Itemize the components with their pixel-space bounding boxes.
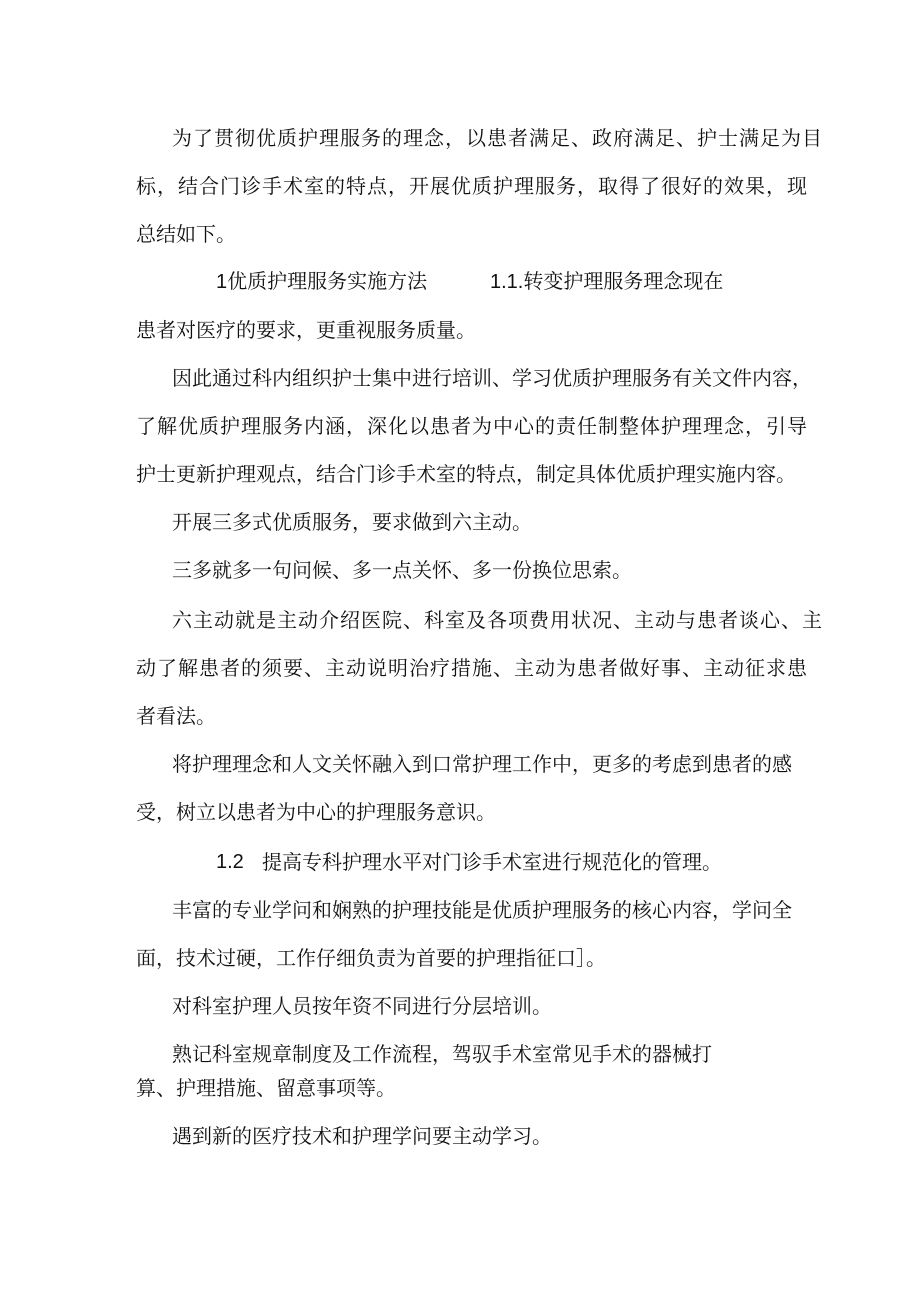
paragraph-2: 患者对医疗的要求，更重视服务质量。 (136, 318, 476, 342)
paragraph-8-line-1: 丰富的专业学问和娴熟的护理技能是优质护理服务的核心内容，学问全 (172, 898, 792, 922)
paragraph-6-line-2: 动了解患者的须要、主动说明治疗措施、主动为患者做好事、主动征求患 (136, 656, 808, 680)
subsection-heading-1-2-number: 1.2 (216, 851, 244, 873)
paragraph-6-line-3: 者看法。 (136, 704, 216, 728)
paragraph-7-line-2: 受，树立以患者为中心的护理服务意识。 (136, 800, 496, 824)
paragraph-10-line-1: 熟记科室规章制度及工作流程，驾驭手术室常见手术的器械打 (172, 1042, 712, 1066)
paragraph-7-line-1: 将护理理念和人文关怀融入到口常护理工作中，更多的考虑到患者的感 (172, 752, 792, 776)
paragraph-3-line-2: 了解优质护理服务内涵，深化以患者为中心的责任制整体护理理念，引导 (136, 414, 808, 438)
paragraph-3-line-1: 因此通过科内组织护士集中进行培训、学习优质护理服务有关文件内容， (172, 366, 812, 390)
paragraph-9: 对科室护理人员按年资不同进行分层培训。 (172, 994, 552, 1018)
paragraph-1-line-2: 标，结合门诊手术室的特点，开展优质护理服务，取得了很好的效果，现 (136, 174, 808, 198)
paragraph-10-line-2: 算、护理措施、留意事项等。 (136, 1076, 396, 1100)
paragraph-1-line-1: 为了贯彻优质护理服务的理念，以患者满足、政府满足、护士满足为目 (172, 126, 823, 150)
section-heading-1: 1优质护理服务实施方法 (216, 271, 428, 293)
paragraph-4: 开展三多式优质服务，要求做到六主动。 (172, 510, 532, 534)
paragraph-3-line-3: 护士更新护理观点，结合门诊手术室的特点，制定具体优质护理实施内容。 (136, 462, 796, 486)
paragraph-1-line-3: 总结如下。 (136, 222, 236, 246)
paragraph-5: 三多就多一句问候、多一点关怀、多一份换位思索。 (172, 558, 632, 582)
subsection-heading-1-1: 1.1.转变护理服务理念现在 (490, 271, 724, 293)
subsection-heading-1-2-text: 提高专科护理水平对门诊手术室进行规范化的管理。 (262, 850, 722, 874)
paragraph-11: 遇到新的医疗技术和护理学问要主动学习。 (172, 1124, 552, 1148)
paragraph-8-line-2: 面，技术过硬，工作仔细负责为首要的护理指征口］。 (136, 946, 606, 970)
paragraph-6-line-1: 六主动就是主动介绍医院、科室及各项费用状况、主动与患者谈心、主 (172, 608, 823, 632)
